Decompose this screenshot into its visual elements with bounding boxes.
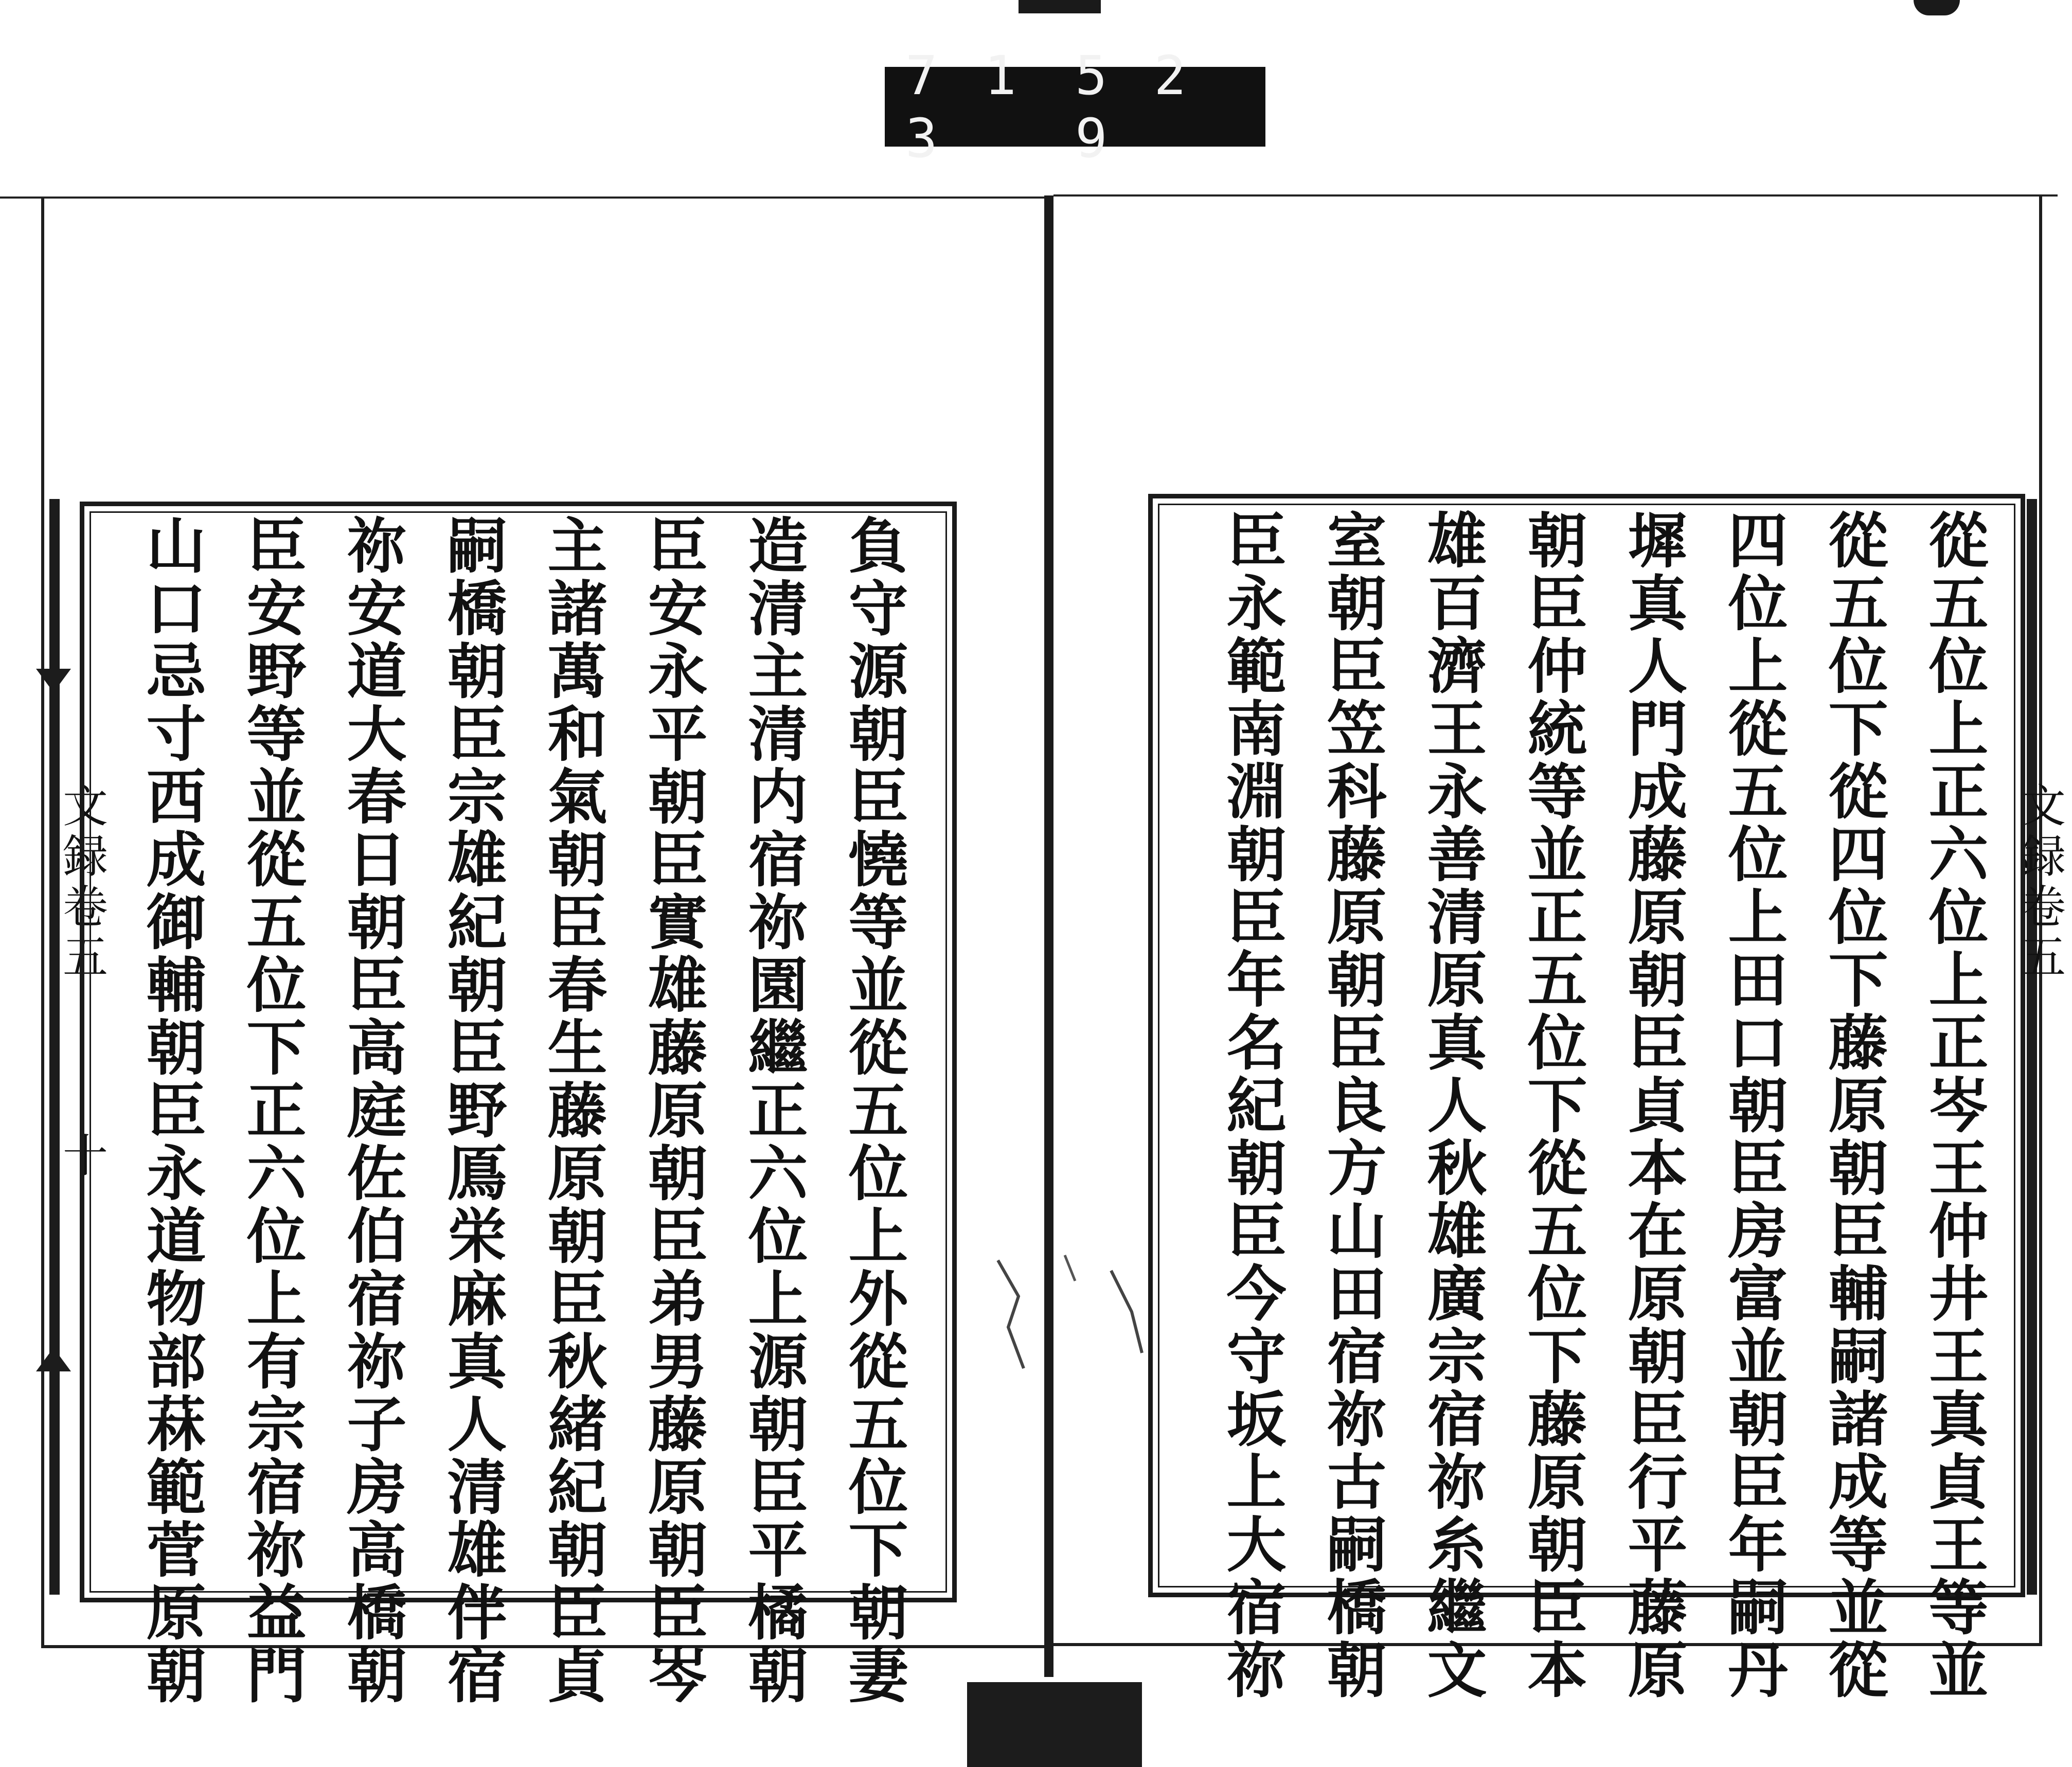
- paper-crack-mark: [988, 1250, 1157, 1394]
- right-column-3: 四位上從五位上田口朝臣房富並朝臣年嗣丹: [1718, 509, 1788, 1702]
- spine-bottom-shadow: [967, 1682, 1142, 1767]
- right-column-5: 朝臣仲統等並正五位下從五位下藤原朝臣本: [1517, 509, 1587, 1702]
- frame-number-left: 7 1 3: [905, 44, 1024, 170]
- left-column-5: 嗣橋朝臣宗雄紀朝臣野鳫栄麻真人清雄伴宿: [437, 514, 507, 1707]
- frame-number-right: 5 2 9: [1075, 44, 1193, 170]
- right-column-1: 從五位上正六位上正岑王仲井王真貞王等並: [1919, 509, 1989, 1702]
- left-text-frame: [80, 502, 957, 1707]
- right-column-7: 室朝臣笠科藤原朝臣良方山田宿祢古嗣橋朝: [1317, 509, 1387, 1702]
- top-scan-blot: [1019, 0, 1101, 13]
- left-column-1: 負守源朝臣憢等並從五位上外從五位下朝妻: [838, 514, 908, 1707]
- left-column-7: 臣安野等並從五位下正六位上有宗宿祢益門: [237, 514, 307, 1707]
- left-column-8: 山口忌寸西成御輔朝臣永道物部菻範菅原朝: [136, 514, 206, 1707]
- right-column-2: 從五位下從四位下藤原朝臣輔嗣諸成等並從: [1818, 509, 1888, 1702]
- top-right-scan-blot: [1914, 0, 1960, 15]
- left-margin-chevron-top: [36, 669, 71, 692]
- left-folio-number: 十: [56, 1132, 109, 1182]
- right-column-8: 臣永範南淵朝臣年名紀朝臣今守坂上大宿祢: [1217, 509, 1287, 1702]
- right-margin-band: [2027, 499, 2037, 1595]
- right-column-6: 雄百濟王永善清原真人秋雄廣宗宿祢糸繼文: [1417, 509, 1487, 1702]
- left-margin-title: 文録卷五: [56, 782, 109, 984]
- left-column-4: 主諸萬和氣朝臣春生藤原朝臣秋緒紀朝臣貞: [538, 514, 608, 1707]
- left-column-2: 造清主清内宿祢園繼正六位上源朝臣平橘朝: [738, 514, 808, 1707]
- left-column-3: 臣安永平朝臣實雄藤原朝臣弟男藤原朝臣岑: [638, 514, 708, 1707]
- right-margin-title: 文録卷五: [2013, 782, 2066, 984]
- left-margin-chevron-bottom: [36, 1348, 71, 1371]
- right-column-4: 墀真人門成藤原朝臣貞本在原朝臣行平藤原: [1618, 509, 1688, 1702]
- film-frame-label: [885, 44, 1265, 170]
- book-spine: [1044, 195, 1053, 1677]
- left-column-6: 祢安道大春日朝臣高庭佐伯宿祢子房高橋朝: [337, 514, 407, 1707]
- left-margin-band: [49, 499, 60, 1595]
